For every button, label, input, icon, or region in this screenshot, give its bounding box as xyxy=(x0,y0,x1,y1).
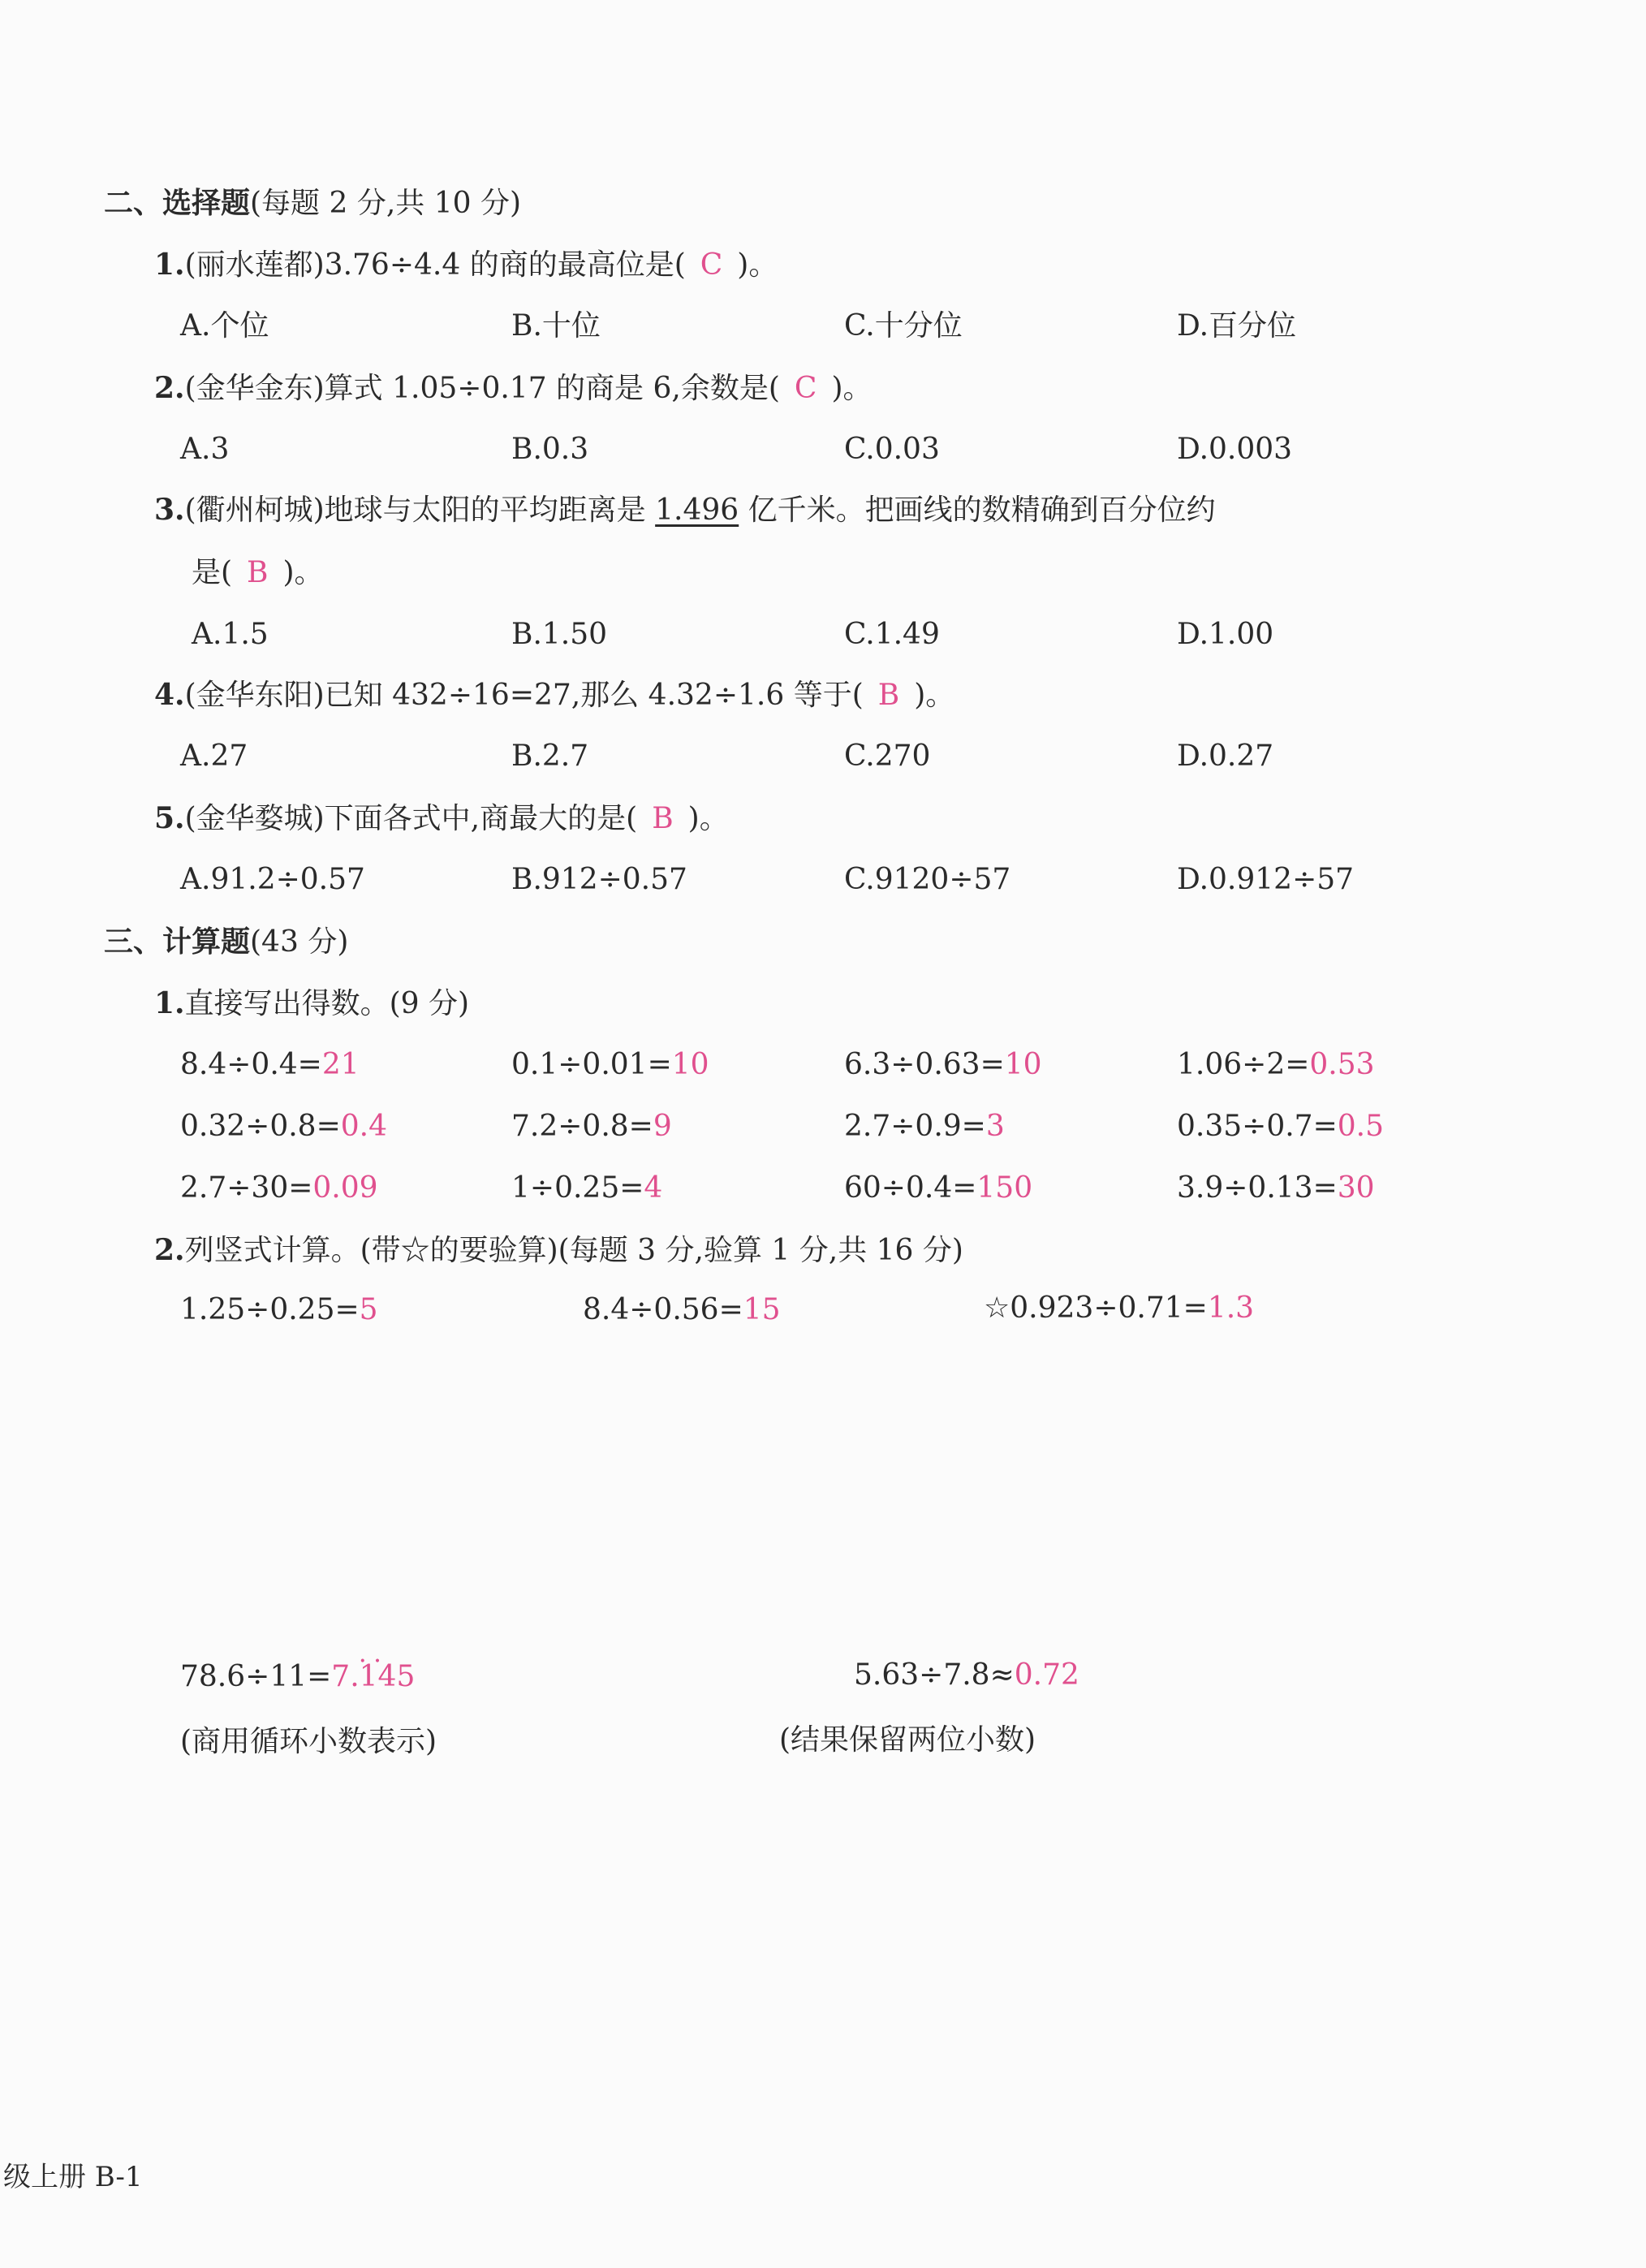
calc-answer: 15 xyxy=(743,1293,781,1326)
calc-answer: 10 xyxy=(1004,1048,1042,1081)
part-text: 直接写出得数。(9 分) xyxy=(184,987,470,1020)
calc-item xyxy=(511,1046,709,1084)
part-2-heading xyxy=(154,1231,963,1270)
calc-question: 6.3÷0.63= xyxy=(844,1048,1005,1081)
answer: B xyxy=(877,679,900,712)
answer: B xyxy=(652,802,674,835)
question-4 xyxy=(154,675,954,715)
calc-question: 1÷0.25= xyxy=(511,1171,644,1205)
calc-item xyxy=(1177,1169,1375,1208)
calc-question: 2.7÷30= xyxy=(180,1171,313,1205)
calc-question: ☆0.923÷0.71= xyxy=(984,1291,1208,1325)
option-a: A.1.5 xyxy=(192,618,269,651)
option-d: D.0.003 xyxy=(1177,433,1293,466)
calc-item xyxy=(1177,1107,1384,1146)
section-3-title: 三、计算题 xyxy=(104,925,251,959)
calc-answer: 4 xyxy=(644,1171,663,1205)
answer: C xyxy=(700,248,723,282)
section-3-note: (43 分) xyxy=(250,925,349,959)
option-b: B.912÷0.57 xyxy=(511,863,687,896)
question-text-end: )。 xyxy=(914,679,955,712)
calc-question: 7.2÷0.8= xyxy=(511,1110,653,1143)
calc-question: 3.9÷0.13= xyxy=(1177,1171,1338,1205)
vertical-calc-item xyxy=(583,1291,781,1330)
calc-item xyxy=(511,1107,672,1146)
question-text: (衢州柯城)地球与太阳的平均距离是 xyxy=(184,494,656,527)
calc-answer: 21 xyxy=(321,1048,360,1081)
part-number: 1. xyxy=(154,986,185,1020)
question-number: 2. xyxy=(154,371,185,405)
question-text: (丽水莲都)3.76÷4.4 的商的最高位是( xyxy=(184,248,686,282)
answer: C xyxy=(794,372,817,405)
question-3 xyxy=(154,490,1216,530)
vertical-calc-item xyxy=(854,1656,1079,1695)
option-c: C.0.03 xyxy=(844,433,940,466)
calc-question: 0.35÷0.7= xyxy=(1177,1110,1338,1143)
option-d: D.0.912÷57 xyxy=(1177,863,1355,896)
section-2-title: 二、选择题 xyxy=(104,186,251,220)
question-2 xyxy=(154,369,872,408)
vertical-calc-item xyxy=(180,1291,378,1330)
calc-item xyxy=(180,1169,378,1208)
option-a: A.91.2÷0.57 xyxy=(180,863,365,896)
option-c: C.十分位 xyxy=(844,309,963,343)
page-footer: 级上册 B-1 xyxy=(3,2161,143,2193)
calc-note: (商用循环小数表示) xyxy=(180,1725,437,1758)
question-text: (金华金东)算式 1.05÷0.17 的商是 6,余数是( xyxy=(184,372,780,405)
option-b: B.0.3 xyxy=(511,433,589,466)
calc-item xyxy=(180,1107,387,1146)
section-2-heading xyxy=(104,183,521,223)
question-number: 1. xyxy=(154,248,185,282)
part-text: 列竖式计算。(带☆的要验算)(每题 3 分,验算 1 分,共 16 分) xyxy=(184,1234,963,1267)
question-1 xyxy=(154,245,778,285)
option-a: A.3 xyxy=(180,433,230,466)
question-number: 5. xyxy=(154,801,185,835)
question-text: 是( xyxy=(192,556,233,589)
calc-item xyxy=(844,1169,1032,1208)
calc-question: 8.4÷0.56= xyxy=(583,1293,743,1326)
question-text: (金华东阳)已知 432÷16=27,那么 4.32÷1.6 等于( xyxy=(184,679,864,712)
calc-answer: 10 xyxy=(671,1048,709,1081)
calc-question: 0.1÷0.01= xyxy=(511,1048,672,1081)
section-3-heading xyxy=(104,922,348,962)
calc-item xyxy=(180,1046,360,1084)
calc-answer: 0.72 xyxy=(1014,1658,1079,1692)
question-text: (金华婺城)下面各式中,商最大的是( xyxy=(184,802,638,835)
option-b: B.2.7 xyxy=(511,739,589,773)
calc-question: 78.6÷11= xyxy=(180,1660,332,1693)
calc-question: 0.32÷0.8= xyxy=(180,1110,341,1143)
option-c: C.1.49 xyxy=(844,618,940,651)
question-text-end: )。 xyxy=(282,556,324,589)
vertical-calc-item-starred xyxy=(984,1289,1254,1328)
calc-question: 1.06÷2= xyxy=(1177,1048,1310,1081)
calc-answer: 3 xyxy=(985,1110,1005,1143)
option-a: A.个位 xyxy=(180,309,269,343)
question-text-cont: 亿千米。把画线的数精确到百分位约 xyxy=(739,494,1216,527)
question-3-line2 xyxy=(192,554,324,593)
calc-answer: 7. xyxy=(331,1660,360,1693)
calc-item xyxy=(844,1046,1042,1084)
calc-answer: 1.3 xyxy=(1207,1291,1255,1325)
calc-answer: 5 xyxy=(359,1293,378,1326)
question-number: 3. xyxy=(154,493,185,527)
calc-answer: 0.09 xyxy=(312,1171,378,1205)
section-2-note: (每题 2 分,共 10 分) xyxy=(250,187,522,220)
repeating-digits: • • 145 xyxy=(360,1660,416,1693)
option-d: D.百分位 xyxy=(1177,309,1297,343)
calc-item xyxy=(844,1107,1005,1146)
option-d: D.1.00 xyxy=(1177,618,1274,651)
underlined-number: 1.496 xyxy=(655,494,739,527)
option-b: B.1.50 xyxy=(511,618,608,651)
answer: B xyxy=(247,556,269,589)
option-c: C.270 xyxy=(844,739,931,773)
calc-answer: 150 xyxy=(976,1171,1033,1205)
calc-item xyxy=(1177,1046,1375,1084)
calc-answer: 9 xyxy=(653,1110,672,1143)
question-number: 4. xyxy=(154,678,185,712)
question-text-end: )。 xyxy=(687,802,729,835)
part-number: 2. xyxy=(154,1233,185,1267)
option-b: B.十位 xyxy=(511,309,601,343)
question-text-end: )。 xyxy=(737,248,778,282)
calc-question: 5.63÷7.8≈ xyxy=(854,1658,1015,1692)
part-1-heading xyxy=(154,984,469,1024)
vertical-calc-item xyxy=(180,1658,415,1697)
calc-item xyxy=(511,1169,662,1208)
option-a: A.27 xyxy=(180,739,248,773)
calc-answer: 30 xyxy=(1337,1171,1375,1205)
calc-question: 60÷0.4= xyxy=(844,1171,977,1205)
calc-question: 2.7÷0.9= xyxy=(844,1110,986,1143)
option-c: C.9120÷57 xyxy=(844,863,1011,896)
question-5 xyxy=(154,799,729,839)
option-d: D.0.27 xyxy=(1177,739,1274,773)
calc-question: 1.25÷0.25= xyxy=(180,1293,360,1326)
calc-answer: 0.5 xyxy=(1337,1110,1385,1143)
calc-answer: 0.53 xyxy=(1309,1048,1375,1081)
calc-answer: 0.4 xyxy=(340,1110,388,1143)
calc-question: 8.4÷0.4= xyxy=(180,1048,322,1081)
calc-note: (结果保留两位小数) xyxy=(779,1723,1036,1757)
question-text-end: )。 xyxy=(831,372,873,405)
